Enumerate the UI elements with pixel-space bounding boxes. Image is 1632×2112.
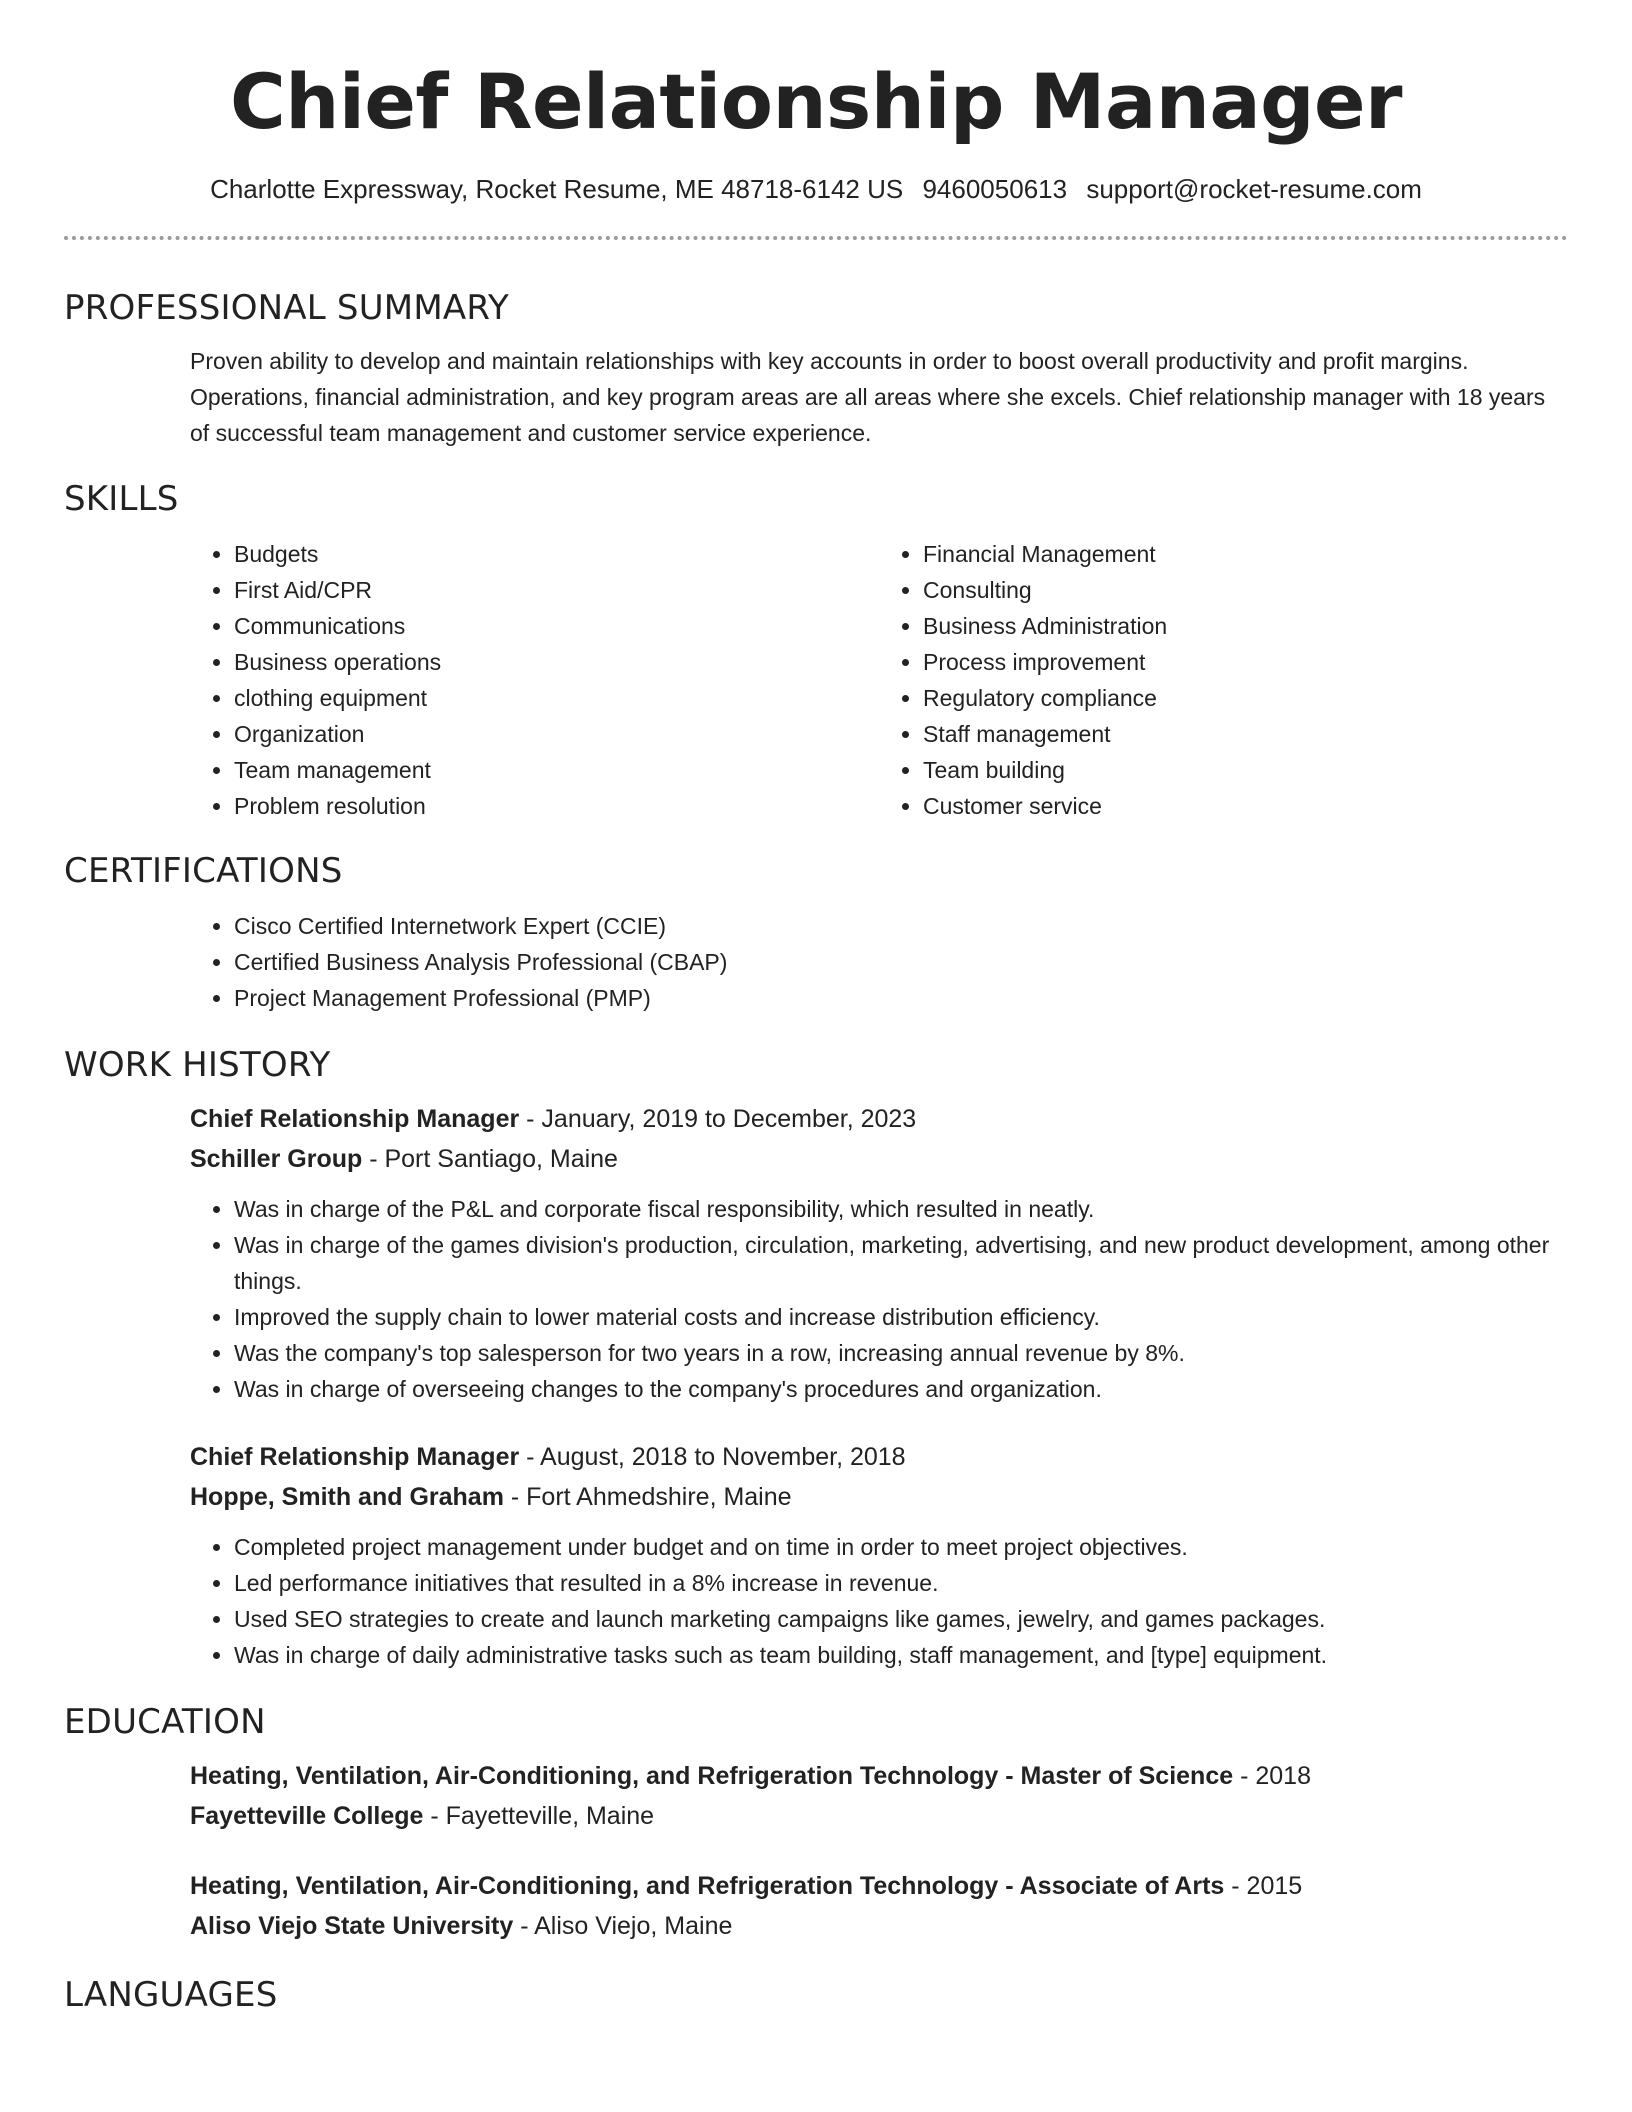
list-item: • Improved the supply chain to lower material costs and increase distribution efficiency. <box>234 1299 1568 1335</box>
employer-location: - Port Santiago, Maine <box>362 1145 618 1173</box>
list-item: • Regulatory compliance <box>923 680 1568 716</box>
degree-line <box>190 1866 1568 1906</box>
list-item: • Team management <box>234 752 879 788</box>
certifications-list <box>190 908 1568 1016</box>
school-name: Aliso Viejo State University <box>190 1912 514 1940</box>
list-item: • Organization <box>234 716 879 752</box>
contact-email[interactable]: support@rocket-resume.com <box>1086 174 1422 204</box>
job-title-line <box>190 1099 1568 1139</box>
header-divider <box>64 236 1568 240</box>
list-item: • Was in charge of overseeing changes to the company's procedures and organization. <box>234 1371 1568 1407</box>
summary-text: Proven ability to develop and maintain relationships with key accounts in order to boost overall productivity and profit margins. Operations, financial administration, and key program areas are all areas where she excels. Chief relationship manager with 18 years of successful team management and customer service experience. <box>190 348 1546 446</box>
school-line <box>190 1796 1568 1836</box>
section-title-education: EDUCATION <box>64 1702 266 1742</box>
job-dates: - August, 2018 to November, 2018 <box>519 1443 906 1471</box>
job-dates: - January, 2019 to December, 2023 <box>519 1105 917 1133</box>
contact-phone: 9460050613 <box>922 174 1068 204</box>
job-bullets <box>190 1191 1568 1407</box>
skills-column-left <box>190 536 879 824</box>
list-item: • Customer service <box>923 788 1568 824</box>
list-item: • Was in charge of daily administrative tasks such as team building, staff management, and [type] equipment. <box>234 1637 1568 1673</box>
work-entry <box>190 1099 1568 1407</box>
list-item: • Communications <box>234 608 879 644</box>
employer-name: Schiller Group <box>190 1145 363 1173</box>
school-location: - Aliso Viejo, Maine <box>513 1912 733 1940</box>
list-item: • Cisco Certified Internetwork Expert (CCIE) <box>234 908 1568 944</box>
list-item: • Was in charge of the games division's production, circulation, marketing, advertising, and new product development, among other things. <box>234 1227 1568 1299</box>
contact-line <box>64 176 1568 202</box>
section-title-summary: PROFESSIONAL SUMMARY <box>64 288 509 328</box>
list-item: • Certified Business Analysis Professional (CBAP) <box>234 944 1568 980</box>
resume-page <box>64 0 1568 2015</box>
skills-list <box>190 536 1568 824</box>
work-entry <box>190 1437 1568 1673</box>
list-item: • Was in charge of the P&L and corporate fiscal responsibility, which resulted in neatly. <box>234 1191 1568 1227</box>
list-item: • Problem resolution <box>234 788 879 824</box>
employer-location: - Fort Ahmedshire, Maine <box>503 1483 792 1511</box>
job-title: Chief Relationship Manager <box>190 1105 520 1133</box>
list-item: • Budgets <box>234 536 879 572</box>
degree-name: Heating, Ventilation, Air-Conditioning, and Refrigeration Technology - Master of Science <box>190 1762 1234 1790</box>
list-item: • Used SEO strategies to create and launch marketing campaigns like games, jewelry, and games packages. <box>234 1601 1568 1637</box>
school-line <box>190 1906 1568 1946</box>
section-title-skills: SKILLS <box>64 479 179 519</box>
school-name: Fayetteville College <box>190 1802 424 1830</box>
education-entry <box>190 1756 1568 1836</box>
school-location: - Fayetteville, Maine <box>423 1802 655 1830</box>
list-item: • First Aid/CPR <box>234 572 879 608</box>
degree-name: Heating, Ventilation, Air-Conditioning, and Refrigeration Technology - Associate of Arts <box>190 1872 1225 1900</box>
skills-column-right <box>879 536 1568 824</box>
list-item: • Team building <box>923 752 1568 788</box>
education-entry <box>190 1866 1568 1946</box>
list-item: • Led performance initiatives that resulted in a 8% increase in revenue. <box>234 1565 1568 1601</box>
degree-year: - 2018 <box>1233 1762 1311 1790</box>
job-title: Chief Relationship Manager <box>190 1443 520 1471</box>
section-title-work-history: WORK HISTORY <box>64 1045 331 1085</box>
contact-address: Charlotte Expressway, Rocket Resume, ME 48718-6142 US <box>210 174 904 204</box>
section-title-certifications: CERTIFICATIONS <box>64 851 343 891</box>
degree-year: - 2015 <box>1224 1872 1303 1900</box>
job-title-line <box>190 1437 1568 1477</box>
degree-line <box>190 1756 1568 1796</box>
resume-name: Chief Relationship Manager <box>229 57 1403 146</box>
list-item: • Staff management <box>923 716 1568 752</box>
list-item: • Business operations <box>234 644 879 680</box>
job-bullets <box>190 1529 1568 1673</box>
employer-name: Hoppe, Smith and Graham <box>190 1483 504 1511</box>
list-item: • Was the company's top salesperson for two years in a row, increasing annual revenue by 8%. <box>234 1335 1568 1371</box>
list-item: • Project Management Professional (PMP) <box>234 980 1568 1016</box>
list-item: • Financial Management <box>923 536 1568 572</box>
list-item: • Business Administration <box>923 608 1568 644</box>
list-item: • Completed project management under budget and on time in order to meet project objectives. <box>234 1529 1568 1565</box>
list-item: • clothing equipment <box>234 680 879 716</box>
list-item: • Consulting <box>923 572 1568 608</box>
section-title-languages: LANGUAGES <box>64 1975 278 2015</box>
list-item: • Process improvement <box>923 644 1568 680</box>
employer-line <box>190 1139 1568 1179</box>
employer-line <box>190 1477 1568 1517</box>
